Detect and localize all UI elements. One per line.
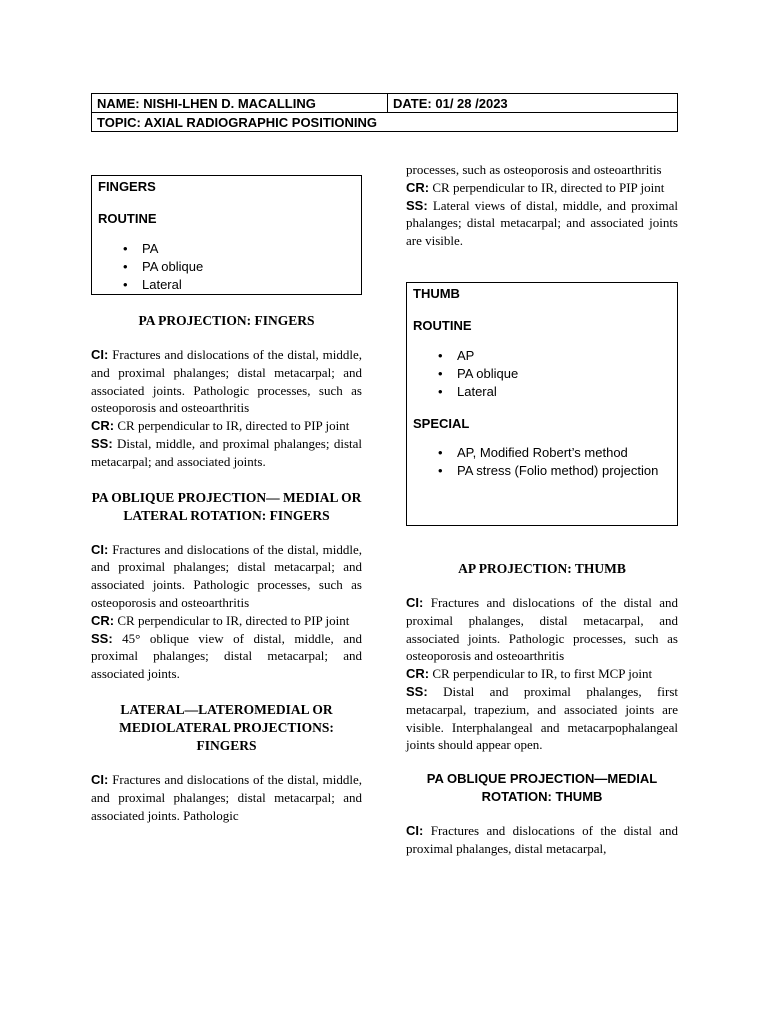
ci-paragraph bbox=[91, 346, 362, 417]
cr-paragraph bbox=[406, 179, 678, 197]
ci-continued: processes, such as osteoporosis and osteoarthritis bbox=[406, 162, 662, 177]
ci-text: Fractures and dislocations of the distal, middle, and proximal phalanges; distal metacarpal; and associated joints. Pathologic bbox=[91, 771, 363, 823]
ss-label: SS: bbox=[91, 435, 113, 451]
list-item: • Lateral bbox=[142, 276, 355, 294]
ss-paragraph bbox=[91, 630, 362, 683]
topic-cell: TOPIC: AXIAL RADIOGRAPHIC POSITIONING bbox=[92, 113, 678, 132]
ci-label: CI: bbox=[91, 771, 109, 787]
routine-list bbox=[98, 240, 355, 294]
section-heading: LATERAL—LATEROMEDIAL OR MEDIOLATERAL PROJECTIONS: FINGERS bbox=[119, 701, 334, 753]
list-item: • PA stress (Folio method) projection bbox=[457, 462, 671, 480]
special-list bbox=[413, 444, 671, 480]
section-heading: AP PROJECTION: THUMB bbox=[458, 560, 626, 576]
ap-thumb-body bbox=[406, 594, 678, 754]
cr-text: CR perpendicular to IR, directed to PIP joint bbox=[117, 418, 350, 434]
cr-text: CR perpendicular to IR, to first MCP joint bbox=[432, 666, 653, 682]
ss-paragraph bbox=[91, 435, 362, 471]
list-item: • PA bbox=[142, 240, 355, 258]
ci-text: Fractures and dislocations of the distal and proximal phalanges, distal metacarpal, and associated joints. Pathologic processes, such as osteoporosis and osteoarthritis bbox=[406, 594, 679, 664]
ci-label: CI: bbox=[91, 347, 109, 362]
ci-paragraph bbox=[406, 594, 678, 665]
thumb-routine-box bbox=[406, 282, 678, 526]
cr-label: CR: bbox=[91, 418, 115, 434]
box-title: FINGERS bbox=[98, 179, 156, 194]
ci-label: CI: bbox=[406, 594, 424, 610]
cr-label: CR: bbox=[406, 179, 430, 195]
routine-label: ROUTINE bbox=[98, 210, 157, 226]
ci-paragraph bbox=[91, 771, 362, 824]
ci-paragraph bbox=[406, 822, 678, 858]
date-cell: DATE: 01/ 28 /2023 bbox=[388, 94, 678, 113]
ss-text: 45° oblique view of distal, middle, and proximal phalanges; distal metacarpal; and associated joints. bbox=[91, 630, 362, 682]
pa-oblique-fingers-body bbox=[91, 541, 362, 683]
left-column bbox=[91, 175, 362, 824]
cr-label: CR: bbox=[91, 612, 115, 628]
cr-paragraph bbox=[91, 612, 362, 630]
right-column bbox=[406, 161, 678, 858]
list-item: • AP bbox=[457, 347, 671, 365]
cr-paragraph bbox=[91, 417, 362, 435]
special-label: SPECIAL bbox=[413, 415, 470, 431]
lateral-fingers-continued bbox=[406, 161, 678, 250]
lateral-fingers-body bbox=[91, 771, 362, 824]
box-title: THUMB bbox=[413, 285, 460, 301]
ci-paragraph bbox=[91, 541, 362, 612]
ci-label: CI: bbox=[406, 823, 424, 839]
pa-fingers-body bbox=[91, 346, 362, 471]
cr-text: CR perpendicular to IR, directed to PIP joint bbox=[432, 179, 665, 195]
cr-label: CR: bbox=[406, 666, 430, 682]
section-heading: PA PROJECTION: FINGERS bbox=[138, 313, 315, 328]
fingers-routine-box bbox=[91, 175, 362, 295]
ss-label: SS: bbox=[406, 683, 428, 699]
header-table bbox=[91, 93, 678, 132]
routine-list bbox=[413, 347, 671, 401]
ci-label: CI: bbox=[91, 541, 109, 557]
cr-text: CR perpendicular to IR, directed to PIP joint bbox=[117, 612, 350, 628]
name-cell: NAME: NISHI-LHEN D. MACALLING bbox=[92, 94, 388, 113]
ss-text: Lateral views of distal, middle, and proximal phalanges; distal metacarpal; and associated joints are visible. bbox=[406, 197, 679, 249]
section-heading: PA OBLIQUE PROJECTION— MEDIAL OR LATERAL ROTATION: FINGERS bbox=[91, 489, 362, 523]
ci-text: Fractures and dislocations of the distal, middle, and proximal phalanges; distal metacarpal; and associated joints. Pathologic processes, such as osteoporosis and osteoarthritis bbox=[91, 347, 363, 416]
cr-paragraph bbox=[406, 665, 678, 683]
list-item: • Lateral bbox=[457, 383, 671, 401]
ci-text: Fractures and dislocations of the distal and proximal phalanges, distal metacarpal, bbox=[406, 823, 679, 856]
ss-text: Distal, middle, and proximal phalanges; distal metacarpal; and associated joints. bbox=[91, 435, 363, 469]
routine-label: ROUTINE bbox=[413, 317, 472, 333]
pa-oblique-thumb-body bbox=[406, 822, 678, 858]
list-item: • PA oblique bbox=[142, 258, 355, 276]
section-heading: PA OBLIQUE PROJECTION—MEDIAL ROTATION: THUMB bbox=[426, 771, 658, 805]
ss-label: SS: bbox=[406, 197, 428, 213]
ss-text: Distal and proximal phalanges, first metacarpal, trapezium, and associated joints are visible. Interphalangeal and metacarpophalangeal joints should appear open. bbox=[406, 683, 678, 753]
list-item: • AP, Modified Robert’s method bbox=[457, 444, 671, 462]
ss-paragraph bbox=[406, 683, 678, 754]
ss-label: SS: bbox=[91, 630, 113, 646]
ci-text: Fractures and dislocations of the distal, middle, and proximal phalanges; distal metacarpal; and associated joints. Pathologic processes, such as osteoporosis and osteoarthritis bbox=[91, 541, 363, 610]
list-item: • PA oblique bbox=[457, 365, 671, 383]
ss-paragraph bbox=[406, 197, 678, 250]
